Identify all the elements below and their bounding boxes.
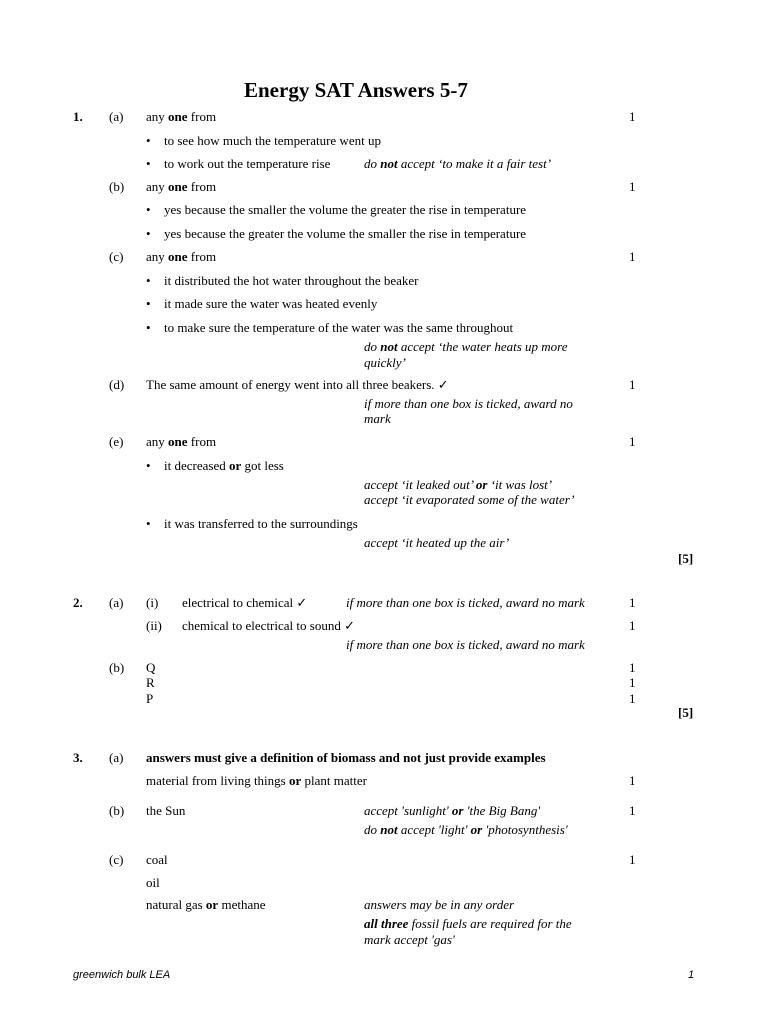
answer-text: R bbox=[146, 675, 155, 690]
question-number: 3. bbox=[73, 750, 83, 765]
mark: 1 bbox=[629, 179, 636, 194]
part-label: (b) bbox=[109, 179, 125, 194]
part-label: (a) bbox=[109, 595, 124, 610]
part-label: (a) bbox=[109, 750, 124, 765]
mark: 1 bbox=[629, 803, 636, 818]
answer-text: Q bbox=[146, 660, 156, 675]
mark: 1 bbox=[629, 660, 636, 675]
footer-source: greenwich bulk LEA bbox=[73, 969, 171, 981]
mark: 1 bbox=[629, 618, 636, 633]
part-intro: any one from bbox=[146, 109, 217, 124]
part-label: (b) bbox=[109, 660, 125, 675]
page-title: Energy SAT Answers 5-7 bbox=[244, 78, 468, 102]
marking-note: do not accept ‘to make it a fair test’ bbox=[364, 156, 552, 171]
marking-note: answers may be in any order bbox=[364, 897, 515, 912]
answer-text: material from living things or plant matter bbox=[146, 773, 367, 788]
mark: 1 bbox=[629, 852, 636, 867]
part-intro: any one from bbox=[146, 249, 217, 264]
marking-note: quickly’ bbox=[364, 355, 406, 370]
part-label: (d) bbox=[109, 377, 125, 392]
answer-text: electrical to chemical ✓ bbox=[182, 595, 308, 610]
mark: 1 bbox=[629, 249, 636, 264]
marking-note: mark bbox=[364, 411, 391, 426]
mark: 1 bbox=[629, 773, 636, 788]
question-number: 1. bbox=[73, 109, 83, 124]
part-label: (c) bbox=[109, 249, 124, 264]
part-heading: answers must give a definition of biomass and not just provide examples bbox=[146, 750, 546, 765]
mark: 1 bbox=[629, 109, 636, 124]
answer-text: The same amount of energy went into all three beakers. ✓ bbox=[146, 377, 449, 392]
marking-note: if more than one box is ticked, award no mark bbox=[346, 595, 585, 610]
answer-text: oil bbox=[146, 875, 160, 890]
answer-text: coal bbox=[146, 852, 168, 867]
part-label: (a) bbox=[109, 109, 124, 124]
question-number: 2. bbox=[73, 595, 83, 610]
mark: 1 bbox=[629, 434, 636, 449]
mark: 1 bbox=[629, 691, 636, 706]
marking-note: accept 'sunlight' or 'the Big Bang' bbox=[364, 803, 541, 818]
marking-note: if more than one box is ticked, award no mark bbox=[346, 637, 585, 652]
part-intro: any one from bbox=[146, 434, 217, 449]
part-label: (b) bbox=[109, 803, 125, 818]
question-total: [5] bbox=[678, 551, 694, 566]
answer-text: natural gas or methane bbox=[146, 897, 266, 912]
marking-note: do not accept ‘the water heats up more bbox=[364, 339, 568, 354]
marking-note: accept ‘it evaporated some of the water’ bbox=[364, 492, 575, 507]
part-label: (c) bbox=[109, 852, 124, 867]
mark: 1 bbox=[629, 595, 636, 610]
part-intro: any one from bbox=[146, 179, 217, 194]
mark: 1 bbox=[629, 377, 636, 392]
marking-note: all three fossil fuels are required for the bbox=[364, 916, 572, 931]
answer-text: the Sun bbox=[146, 803, 186, 818]
subpart-label: (ii) bbox=[146, 618, 162, 633]
marking-note: do not accept 'light' or 'photosynthesis' bbox=[364, 822, 568, 837]
question-total: [5] bbox=[678, 705, 694, 720]
marking-note: mark accept 'gas' bbox=[364, 932, 455, 947]
page-number: 1 bbox=[688, 969, 695, 981]
mark: 1 bbox=[629, 675, 636, 690]
marking-note: if more than one box is ticked, award no bbox=[364, 396, 573, 411]
marking-note: accept ‘it heated up the air’ bbox=[364, 535, 510, 550]
answer-text: chemical to electrical to sound ✓ bbox=[182, 618, 355, 633]
part-label: (e) bbox=[109, 434, 124, 449]
marking-note: accept ‘it leaked out’ or ‘it was lost’ bbox=[364, 477, 553, 492]
answer-text: P bbox=[146, 691, 154, 706]
subpart-label: (i) bbox=[146, 595, 159, 610]
